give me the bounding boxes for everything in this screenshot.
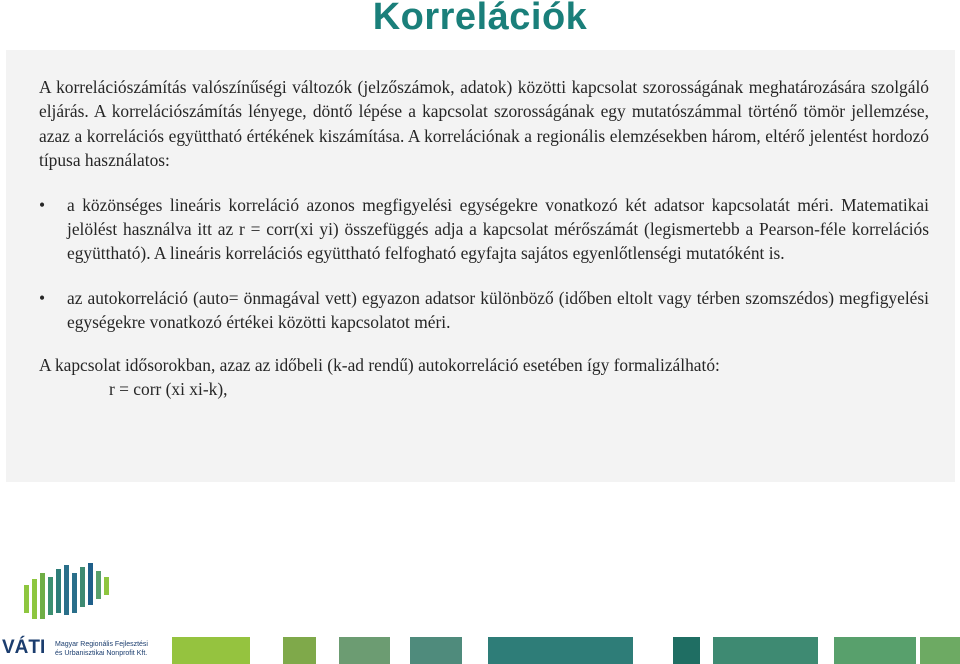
vati-logo-icon [24,563,114,625]
footer-stripe [410,637,462,664]
logo-subtitle: Magyar Regionális Fejlesztési és Urbanisztikai Nonprofit Kft. [55,641,148,657]
footer-stripe [673,637,700,664]
bullet-dot-icon: • [39,287,46,308]
bullet-text: a közönséges lineáris korreláció azonos megfigyelési egységekre vonatkozó két adatsor kapcsolatát méri. Matematikai jelölést használva itt az r = corr(xi yi) összefüggés adja a kapcsolat mérőszámát (legismertebb a Pearson-féle korrelációs együttható). A lineáris korrelációs együttható felfogható egyfajta sajátos egyenlőtlenségi mutatóként is. [67,194,929,264]
logo-name: VÁTI [2,637,46,658]
bullet-linear-correlation [39,193,929,266]
footer-stripe [172,637,250,664]
bullet-autocorrelation [39,286,929,335]
footer-stripe [834,637,916,664]
footer-stripe [283,637,316,664]
footer-stripe [920,637,960,664]
bullet-text: az autokorreláció (auto= önmagával vett) egyazon adatsor különböző (időben eltolt vagy térben szomszédos) megfigyelési egységekre vonatkozó értékei közötti kapcsolatot méri. [67,287,929,333]
formula: r = corr (xi xi-k), [109,379,228,400]
footer-stripe [488,637,633,664]
footer-stripe [713,637,818,664]
closing-paragraph: A kapcsolat idősorokban, azaz az időbeli (k-ad rendű) autokorreláció esetében így formalizálható: [39,354,720,375]
slide-title: Korrelációk [372,0,588,38]
bullet-dot-icon: • [39,194,46,215]
body-text [39,75,929,401]
intro-paragraph: A korrelációszámítás valószínűségi változók (jelzőszámok, adatok) közötti kapcsolat szorosságának meghatározására szolgáló eljárás. A korrelációszámítás lényege, döntő lépése a kapcsolat szorosságának egy mutatószámmal történő tömör jellemzése, azaz a korrelációs együttható értékének kiszámítása. A korrelációnak a regionális elemzésekben három, eltérő jelentést hordozó típusa használatos: [39,77,929,171]
footer-stripe [339,637,390,664]
